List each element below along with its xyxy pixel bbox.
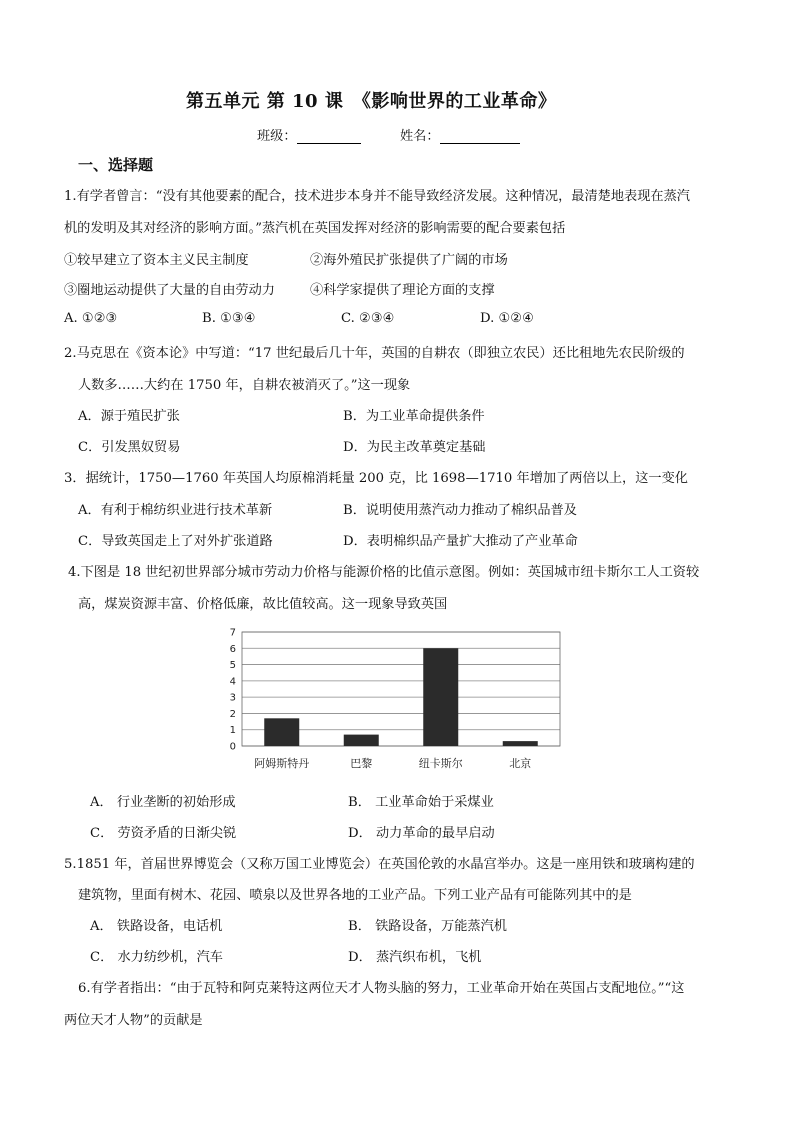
y-tick-label: 7 <box>229 627 236 639</box>
bar <box>264 718 299 746</box>
question-2-option-c[interactable]: C．引发黑奴贸易 <box>78 440 181 455</box>
y-tick-label: 1 <box>229 725 236 737</box>
question-4-option-b[interactable]: B． 工业革命始于采煤业 <box>348 795 494 810</box>
class-label-text: 班级： <box>257 129 297 144</box>
question-1-option-a[interactable]: A. ①②③ <box>64 311 118 326</box>
question-3-option-a[interactable]: A．有利于棉纺织业进行技术革新 <box>78 503 273 518</box>
question-5-option-b[interactable]: B． 铁路设备，万能蒸汽机 <box>348 919 507 934</box>
question-4-option-a[interactable]: A． 行业垄断的初始形成 <box>90 795 236 810</box>
question-1-option-d[interactable]: D. ①②④ <box>480 311 534 326</box>
bar <box>503 741 538 746</box>
y-tick-label: 5 <box>229 660 236 672</box>
question-1-statement-3: ③圈地运动提供了大量的自由劳动力 <box>64 283 275 298</box>
question-5-option-a[interactable]: A． 铁路设备，电话机 <box>90 919 223 934</box>
y-tick-label: 6 <box>229 643 236 655</box>
x-tick-label: 北京 <box>509 757 532 770</box>
question-4-line-2: 高，煤炭资源丰富、价格低廉，故比值较高。这一现象导致英国 <box>78 597 448 612</box>
question-2-option-a[interactable]: A．源于殖民扩张 <box>78 409 180 424</box>
question-2-line-2: 人数多……大约在 1750 年，自耕农被消灭了。”这一现象 <box>78 378 411 393</box>
question-5-line-2: 建筑物，里面有树木、花园、喷泉以及世界各地的工业产品。下列工业产品有可能陈列其中的是 <box>78 888 632 903</box>
question-1-statement-2: ②海外殖民扩张提供了广阔的市场 <box>310 253 508 268</box>
question-1-line-1: 1.有学者曾言：“没有其他要素的配合，技术进步本身并不能导致经济发展。这种情况，最清楚地表现在蒸汽 <box>64 189 690 204</box>
question-6-line-1: 6.有学者指出：“由于瓦特和阿克莱特这两位天才人物头脑的努力，工业革命开始在英国占支配地位。”“这 <box>78 981 685 996</box>
class-blank[interactable] <box>297 127 361 144</box>
page-title: 第五单元 第 10 课 《影响世界的工业革命》 <box>186 91 557 112</box>
class-label <box>257 125 361 144</box>
section-heading: 一、选择题 <box>78 156 154 174</box>
question-3-option-c[interactable]: C．导致英国走上了对外扩张道路 <box>78 534 273 549</box>
y-tick-label: 4 <box>229 676 236 688</box>
question-4-option-c[interactable]: C． 劳资矛盾的日渐尖锐 <box>90 826 237 841</box>
name-blank[interactable] <box>440 127 520 144</box>
question-4-option-d[interactable]: D． 动力革命的最早启动 <box>348 826 495 841</box>
bar <box>423 648 458 746</box>
y-tick-label: 3 <box>229 692 236 704</box>
question-4-line-1: 4.下图是 18 世纪初世界部分城市劳动力价格与能源价格的比值示意图。例如：英国城市纽卡斯尔工人工资较 <box>68 565 700 580</box>
question-5-option-d[interactable]: D． 蒸汽织布机，飞机 <box>348 950 482 965</box>
question-3-option-b[interactable]: B．说明使用蒸汽动力推动了棉织品普及 <box>343 503 577 518</box>
bar <box>344 735 379 746</box>
question-5-option-c[interactable]: C． 水力纺纱机，汽车 <box>90 950 223 965</box>
question-1-option-b[interactable]: B. ①③④ <box>202 311 256 326</box>
question-1-line-2: 机的发明及其对经济的影响方面。”蒸汽机在英国发挥对经济的影响需要的配合要素包括 <box>64 221 566 236</box>
question-2-line-1: 2.马克思在《资本论》中写道：“17 世纪最后几十年，英国的自耕农（即独立农民）还比租地先农民阶级的 <box>64 346 685 361</box>
x-tick-label: 阿姆斯特丹 <box>254 757 310 770</box>
question-1-statement-4: ④科学家提供了理论方面的支撑 <box>310 283 495 298</box>
x-tick-label: 巴黎 <box>350 757 373 770</box>
x-tick-label: 纽卡斯尔 <box>418 757 463 770</box>
name-label-text: 姓名： <box>400 129 440 144</box>
name-label <box>400 125 520 144</box>
question-2-option-b[interactable]: B．为工业革命提供条件 <box>343 409 485 424</box>
question-1-option-c[interactable]: C. ②③④ <box>341 311 395 326</box>
question-2-option-d[interactable]: D．为民主改革奠定基础 <box>343 440 486 455</box>
question-3-option-d[interactable]: D．表明棉织品产量扩大推动了产业革命 <box>343 534 578 549</box>
y-tick-label: 2 <box>229 708 236 720</box>
question-1-statement-1: ①较早建立了资本主义民主制度 <box>64 253 249 268</box>
question-6-line-2: 两位天才人物”的贡献是 <box>64 1013 203 1028</box>
question-5-line-1: 5.1851 年，首届世界博览会（又称万国工业博览会）在英国伦敦的水晶宫举办。这是一座用铁和玻璃构建的 <box>64 857 695 872</box>
ratio-bar-chart <box>224 624 564 774</box>
y-tick-label: 0 <box>229 741 236 753</box>
question-3-line-1: 3．据统计，1750—1760 年英国人均原棉消耗量 200 克，比 1698—1710 年增加了两倍以上，这一变化 <box>64 471 688 486</box>
